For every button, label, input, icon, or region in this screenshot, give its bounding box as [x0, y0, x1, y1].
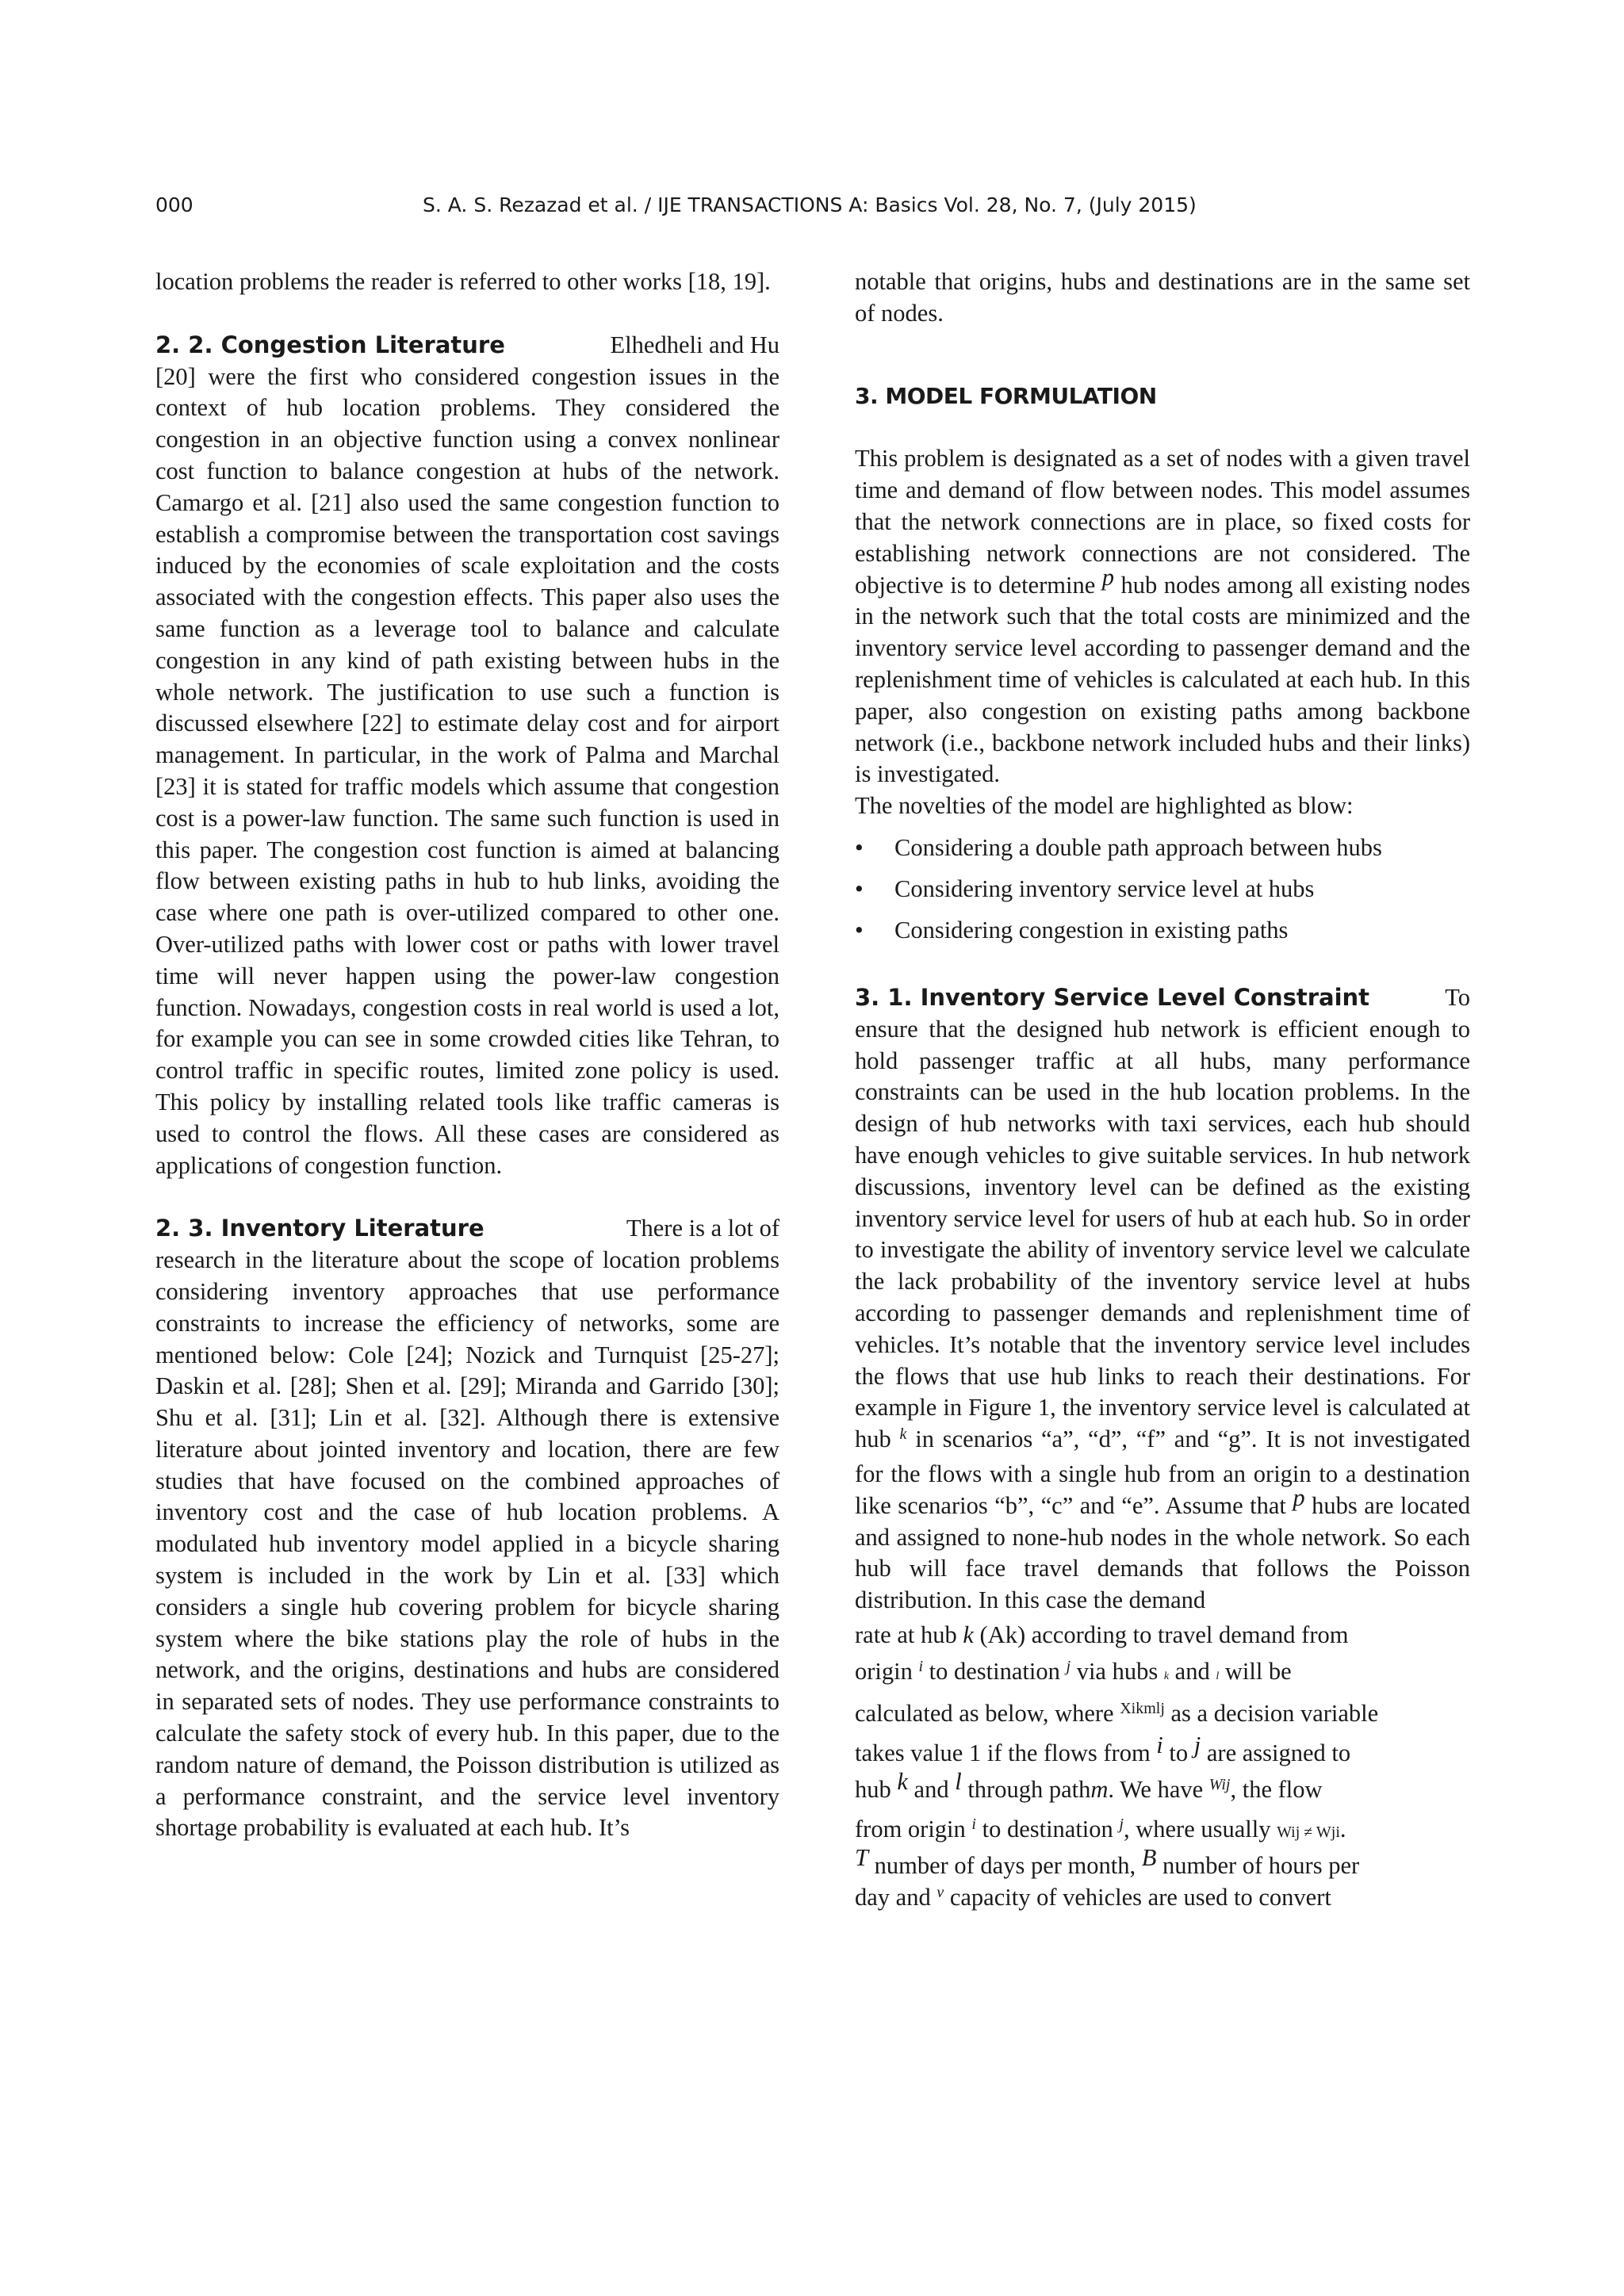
- lambda-symbol: (Ak): [979, 1621, 1026, 1648]
- page-number: 000: [155, 193, 193, 216]
- section-2-3-lead: There is a lot of: [626, 1215, 779, 1242]
- bullet-icon: •: [855, 874, 864, 902]
- section-3-1-heading: 3. 1. Inventory Service Level Constraint: [855, 983, 1370, 1011]
- symbol-x-ikmlj: Xikmlj: [1120, 1699, 1165, 1717]
- section-2-2-body: [20] were the first who considered congestion issues in the context of hub location problems. They considered the congestion in an objective function using a convex nonlinear cost function to balance congestion at hubs of the network. Camargo et al. [21] also used the same congestion function to establish a compromise between the transportation cost savings induced by the economies of scale exploitation and the costs associated with the congestion effects. This paper also uses the same function as a leverage tool to balance and calculate congestion in any kind of path existing between hubs in the whole network. The justification to use such a function is discussed elsewhere [22] to estimate delay cost and for airport management. In particular, in the work of Palma and Marchal [23] it is stated for traffic models which assume that congestion cost is a power-law function. The same such function is used in this paper. The congestion cost function is aimed at balancing flow between existing paths in hub to hub links, avoiding the case where one path is over-utilized compared to other one. Over-utilized paths with lower cost or paths with lower travel time will never happen using the power-law congestion function. Nowadays, congestion costs in real world is used a lot, for example you can see in some crowded cities like Tehran, to control traffic in specific routes, limited zone policy is used. This policy by installing related tools like traffic cameras is used to control the flows. All these cases are considered as applications of congestion function.: [155, 362, 779, 1179]
- section-2-2-heading-line: [155, 330, 779, 362]
- running-title: S. A. S. Rezazad et al. / IJE TRANSACTIONS A: Basics Vol. 28, No. 7, (July 2015): [423, 193, 1197, 216]
- right-column: [855, 266, 1470, 1916]
- hub-path-line: hub k and l through pathm. We have $^{Wij}$, the flow: [855, 1767, 1323, 1803]
- section-2-3-body: research in the literature about the scope of location problems considering inventory approaches that use performance constraints to increase the efficiency of networks, some are mentioned below: Cole [24]; Nozick and Turnquist [25-27]; Daskin et al. [28]; Shen et al. [29]; Miranda and Garrido [30]; Shu et al. [31]; Lin et al. [32]. Although there is extensive literature about jointed inventory and location, there are few studies that have focused on the combined approaches of inventory cost and the case of hub location problems. A modulated hub inventory model applied in a bicycle sharing system is included in the work by Lin et al. [33] which considers a single hub covering problem for bicycle sharing system where the bike stations play the role of hubs in the network, and the origins, destinations and hubs are considered in separated sets of nodes. They use performance constraints to calculate the safety stock of every hub. In this paper, due to the random nature of demand, the Poisson distribution is utilized as a performance constraint, and the service level inventory shortage probability is evaluated at each hub. It’s: [155, 1246, 779, 1842]
- section-3-1-body: ensure that the designed hub network is efficient enough to hold passenger traffic at all hubs, many performance constraints can be used in the hub location problems. In the design of hub networks with taxi services, each hub should have enough vehicles to give suitable services. In hub network discussions, inventory level can be defined as the existing inventory service level for users of hub at each hub. So in order to investigate the ability of inventory service level we calculate the lack probability of the inventory service level at hubs according to passenger demands and replenishment time of vehicles. It’s notable that the inventory service level includes the flows that use hub links to reach their destinations. For example in Figure 1, the inventory service level is calculated at hub $^k$ in scenarios “a”, “d”, “f” and “g”. It is not investigated for the flows with a single hub from an origin to a destination like scenarios “b”, “c” and “e”. Assume that p hubs are located and assigned to none-hub nodes in the whole network. So each hub will face travel demands that follows the Poisson distribution. In this case the demand: [855, 1015, 1471, 1614]
- section-3-paragraph: This problem is designated as a set of nodes with a given travel time and demand of flow between nodes. This model assumes that the network connections are in place, so fixed costs for establishing network connections are not considered. The objective is to determine p hub nodes among all existing nodes in the network such that the total costs are minimized and the inventory service level according to passenger demand and the replenishment time of vehicles is calculated at each hub. In this paper, also congestion on existing paths among backbone network (i.e., backbone network included hubs and their links) is investigated.: [855, 445, 1471, 788]
- symbol-w-inequality: Wij ≠ Wji: [1277, 1823, 1340, 1841]
- symbol-p: p: [1293, 1483, 1305, 1511]
- left-intro-paragraph: location problems the reader is referred to other works [18, 19].: [155, 268, 771, 295]
- days-hours-line: T number of days per month, B number of hours per: [855, 1843, 1360, 1879]
- symbol-k: k: [899, 1425, 907, 1444]
- section-2-2-lead: Elhedheli and Hu: [610, 331, 779, 358]
- novelties-intro: The novelties of the model are highlighted as blow:: [855, 792, 1354, 820]
- origin-line: origin $^i$ to destination $^j$ via hubs k and l will be: [855, 1657, 1292, 1685]
- list-item: • Considering congestion in existing paths: [855, 909, 1470, 951]
- takes-value-line: takes value 1 if the flows from i to j are assigned to: [855, 1731, 1351, 1766]
- section-3-1-heading-line: [855, 982, 1470, 1014]
- right-intro-paragraph: notable that origins, hubs and destinations are in the same set of nodes.: [855, 268, 1470, 327]
- symbol-w-ij: Wij: [1208, 1775, 1231, 1793]
- symbol-p: p: [1101, 563, 1114, 591]
- page-header: [155, 193, 1469, 225]
- section-2-2-heading: 2. 2. Congestion Literature: [155, 331, 505, 358]
- list-item: • Considering inventory service level at hubs: [855, 868, 1470, 909]
- section-2-3-heading-line: [155, 1213, 779, 1245]
- demand-rate-line: rate at hub k (Ak) according to travel demand from: [855, 1621, 1349, 1648]
- bullet-icon: •: [855, 916, 864, 943]
- bullet-icon: •: [855, 833, 864, 861]
- capacity-line: day and $^v$ capacity of vehicles are used to convert: [855, 1883, 1331, 1911]
- novelties-list: [855, 827, 1470, 951]
- left-column: [155, 266, 779, 1844]
- from-origin-line: from origin $^i$ to destination $^j$, where usually Wij ≠ Wji.: [855, 1815, 1346, 1843]
- section-2-3-heading: 2. 3. Inventory Literature: [155, 1215, 485, 1242]
- section-3-1-lead: To: [1445, 983, 1470, 1011]
- decision-variable-line: calculated as below, where $^{Xikmlj}$ as a decision variable: [855, 1699, 1379, 1727]
- section-3-heading: 3. MODEL FORMULATION: [855, 382, 1157, 409]
- list-item: • Considering a double path approach between hubs: [855, 827, 1470, 868]
